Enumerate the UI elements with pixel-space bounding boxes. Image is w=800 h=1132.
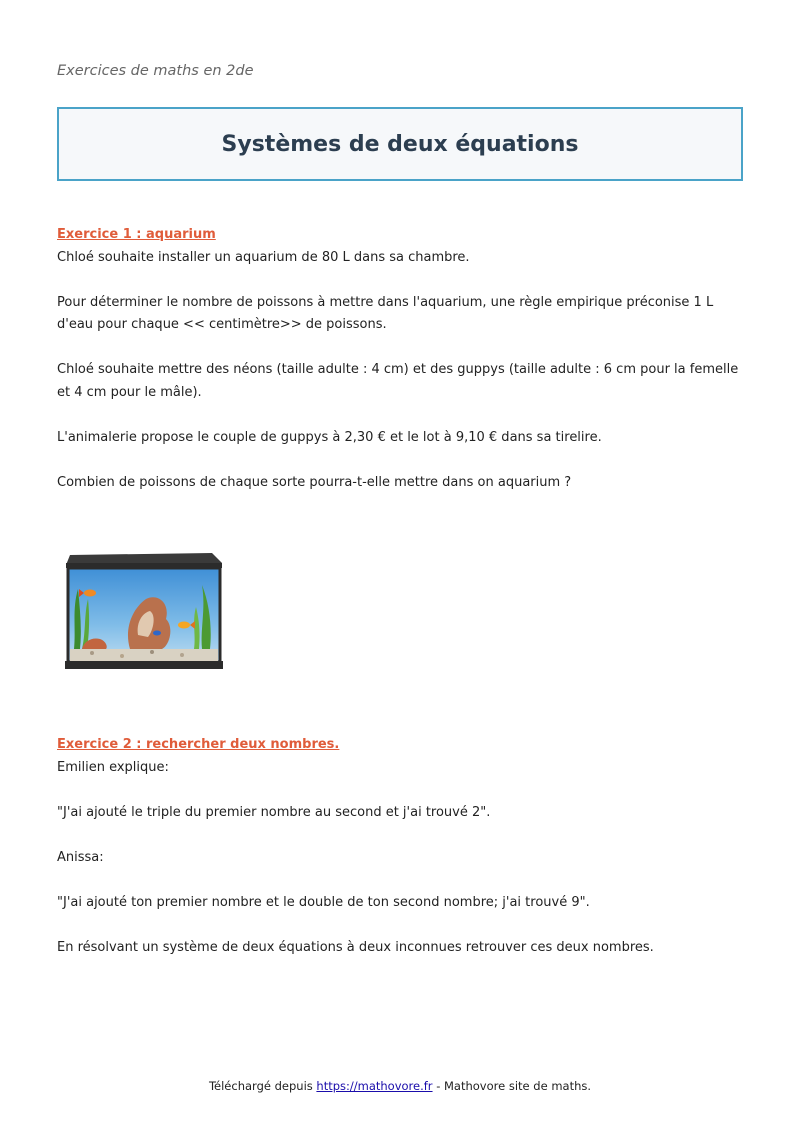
- footer-suffix: - Mathovore site de maths.: [432, 1079, 592, 1093]
- aquarium-image: [62, 549, 224, 675]
- footer: [0, 1079, 800, 1093]
- exercise-1-paragraph: Pour déterminer le nombre de poissons à mettre dans l'aquarium, une règle empirique préconise 1 L d'eau pour chaque << centimètre>> de poissons.: [57, 294, 714, 332]
- exercise-2: [57, 734, 747, 982]
- footer-prefix: Téléchargé depuis: [208, 1079, 317, 1093]
- title-box: [57, 107, 743, 181]
- exercise-1-heading: Exercice 1 : aquarium: [57, 227, 216, 242]
- exercise-2-paragraph: "J'ai ajouté ton premier nombre et le double de ton second nombre; j'ai trouvé 9".: [57, 894, 590, 910]
- document-subtitle: Exercices de maths en 2de: [57, 63, 254, 79]
- page-title: Systèmes de deux équations: [221, 131, 579, 157]
- exercise-2-paragraph: Emilien explique:: [57, 759, 169, 775]
- exercise-2-paragraph: En résolvant un système de deux équations à deux inconnues retrouver ces deux nombres.: [57, 939, 654, 955]
- exercise-2-paragraph: "J'ai ajouté le triple du premier nombre au second et j'ai trouvé 2".: [57, 804, 491, 820]
- exercise-2-heading: Exercice 2 : rechercher deux nombres.: [57, 737, 340, 752]
- exercise-2-paragraph: Anissa:: [57, 849, 104, 865]
- exercise-1: [57, 224, 747, 517]
- exercise-1-paragraph: Chloé souhaite installer un aquarium de 80 L dans sa chambre.: [57, 249, 470, 265]
- exercise-1-paragraph: L'animalerie propose le couple de guppys à 2,30 € et le lot à 9,10 € dans sa tirelire.: [57, 429, 602, 445]
- exercise-1-paragraph: Chloé souhaite mettre des néons (taille adulte : 4 cm) et des guppys (taille adulte : 6 cm pour la femelle et 4 cm pour le mâle).: [57, 362, 739, 400]
- footer-link[interactable]: https://mathovore.fr: [316, 1079, 433, 1093]
- exercise-1-paragraph: Combien de poissons de chaque sorte pourra-t-elle mettre dans on aquarium ?: [57, 474, 572, 490]
